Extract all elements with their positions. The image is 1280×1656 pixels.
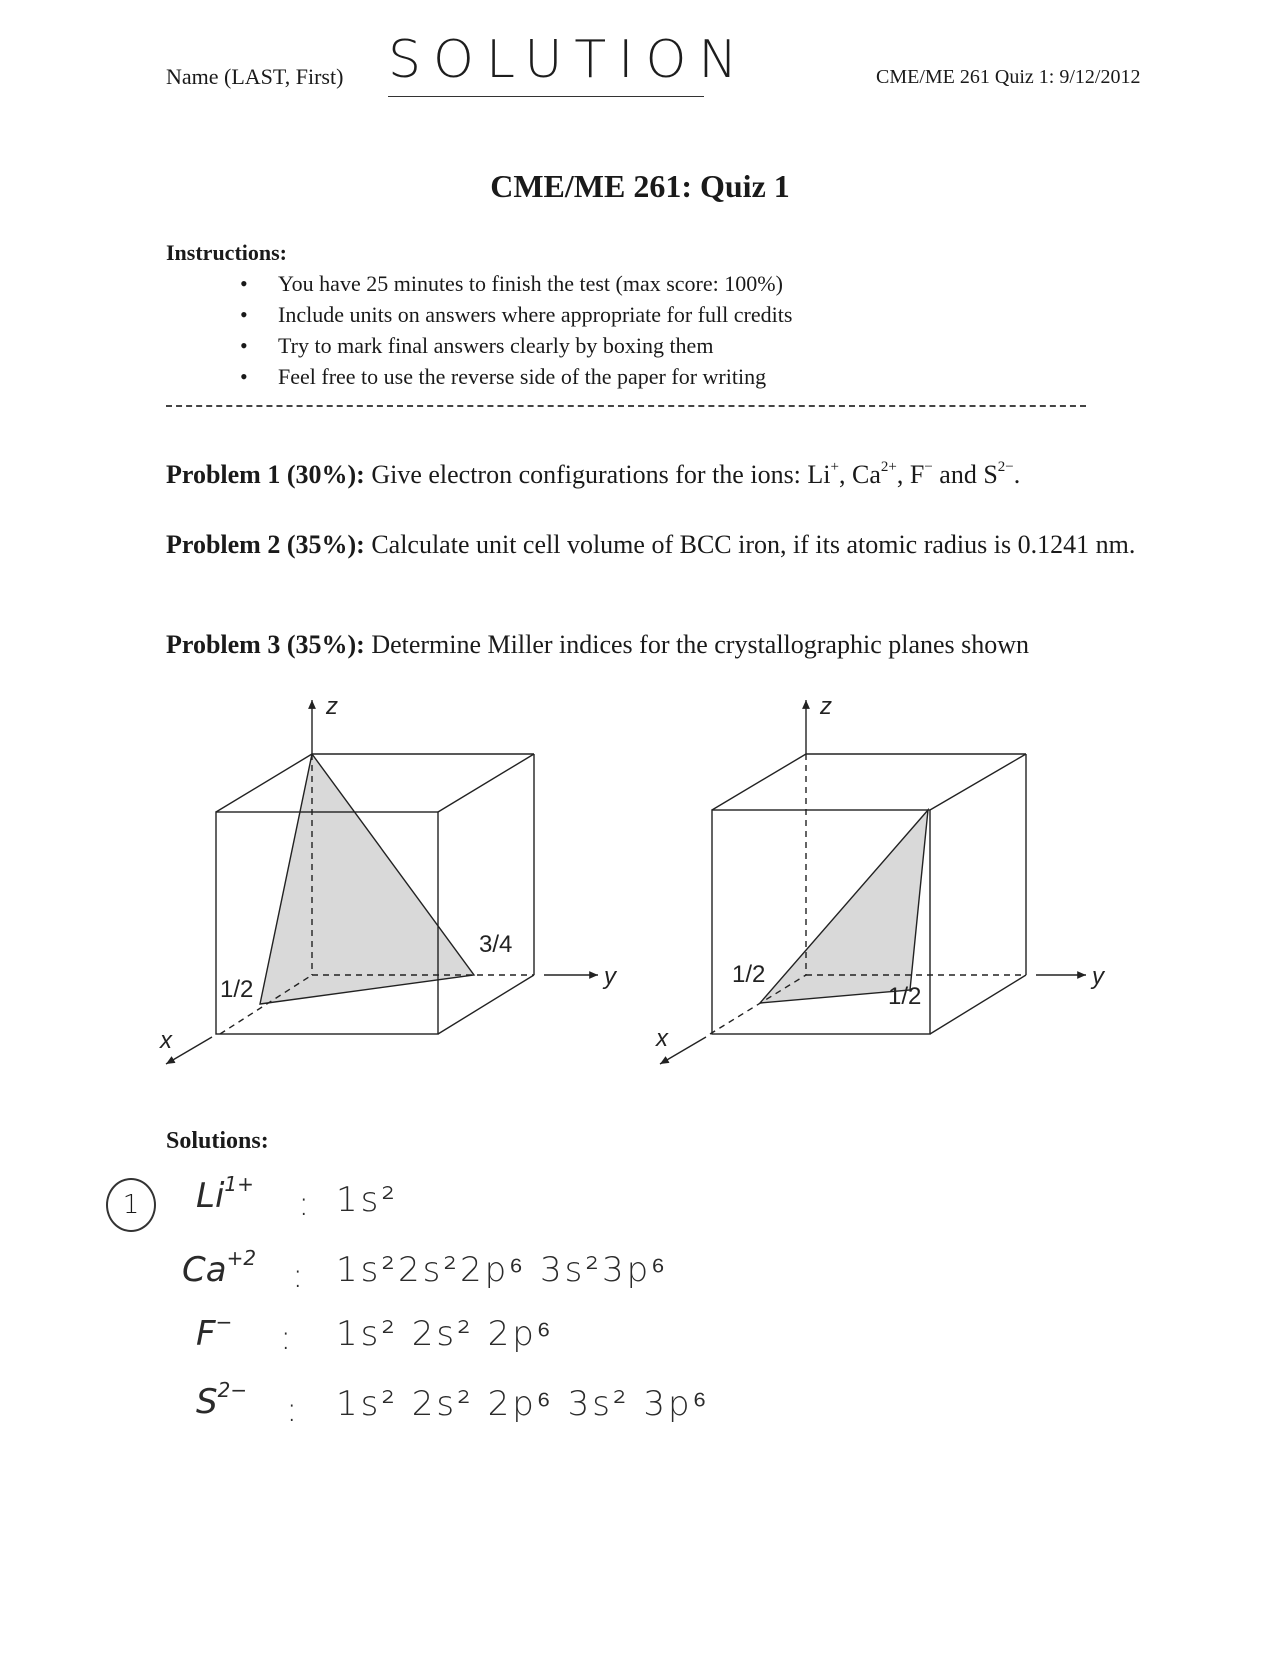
problem-number-circle — [106, 1178, 156, 1232]
ion-li-charge: + — [830, 459, 839, 476]
solution-row — [196, 1309, 233, 1354]
solution-ion: Ca — [182, 1250, 227, 1290]
ion-f: F — [909, 460, 925, 489]
problem-1-text: Give electron configurations for the ions: Li — [371, 460, 831, 489]
instruction-item: • Include units on answers where appropriate for full credits — [232, 299, 792, 330]
cube-2-z-label: z — [820, 693, 832, 720]
handwritten-name: SOLUTION — [388, 30, 750, 90]
cube-2-label-half-a: 1/2 — [732, 961, 766, 988]
solution-row — [196, 1377, 248, 1422]
instruction-item: • Feel free to use the reverse side of the paper for writing — [232, 361, 792, 392]
cube-1-label-half: 1/2 — [220, 976, 254, 1003]
page-title: CME/ME 261: Quiz 1 — [490, 168, 790, 204]
problem-3-label: Problem 3 (35%): — [166, 630, 365, 659]
cube-1-y-label: y — [604, 963, 616, 990]
solution-ion: Li — [196, 1176, 225, 1216]
solution-colon: : — [280, 1318, 292, 1358]
problem-1: Problem 1 (30%): Give electron configurations for the ions: Li+, $Ca^{2+}$, F− and $S^{2-}$. — [166, 459, 1021, 489]
problem-number: 1 — [122, 1190, 140, 1220]
instruction-item: • You have 25 minutes to finish the test (max score: 100%) — [232, 268, 792, 299]
ion-s: S — [983, 460, 998, 489]
and-text: and — [939, 460, 977, 489]
cube-1-z-label: z — [326, 693, 338, 720]
solution-ion: F — [196, 1314, 216, 1354]
cube-1 — [166, 700, 598, 1064]
solution-charge: 2− — [217, 1377, 248, 1402]
solution-config: 1s²2s²2p⁶ 3s²3p⁶ — [336, 1250, 669, 1290]
solution-config: 1s² — [336, 1180, 398, 1220]
cube-diagrams — [0, 680, 1280, 1080]
cube-2-y-label: y — [1092, 963, 1104, 990]
problem-2-label: Problem 2 (35%): — [166, 530, 365, 559]
cube-2-label-half-b: 1/2 — [888, 983, 922, 1010]
instructions-heading: Instructions: — [166, 240, 288, 265]
name-underline — [388, 96, 704, 97]
ion-s-charge: 2− — [997, 459, 1014, 476]
solution-colon: : — [298, 1184, 310, 1224]
plane-1 — [260, 754, 474, 1004]
solution-charge: +2 — [226, 1245, 257, 1270]
solution-charge: − — [215, 1309, 233, 1334]
problem-3-text: Determine Miller indices for the crystallographic planes shown — [371, 630, 1030, 659]
cube-2 — [660, 700, 1086, 1064]
problem-2 — [166, 528, 1166, 562]
course-date-header: CME/ME 261 Quiz 1: 9/12/2012 — [876, 66, 1141, 88]
solution-config: 1s² 2s² 2p⁶ — [336, 1314, 554, 1354]
solution-colon: : — [292, 1256, 304, 1296]
solution-row — [182, 1245, 257, 1290]
cube-1-label-three-quarter: 3/4 — [479, 931, 513, 958]
problem-2-text: Calculate unit cell volume of BCC iron, if its atomic radius is 0.1241 nm. — [371, 530, 1136, 559]
plane-2 — [760, 810, 928, 1003]
solution-colon: : — [286, 1390, 298, 1430]
instruction-item: • Try to mark final answers clearly by boxing them — [232, 330, 792, 361]
ion-ca-charge: 2+ — [880, 459, 897, 476]
instructions-list — [232, 268, 792, 392]
solution-config: 1s² 2s² 2p⁶ 3s² 3p⁶ — [336, 1384, 710, 1424]
cube-1-x-label: x — [160, 1027, 172, 1054]
solutions-heading: Solutions: — [166, 1128, 269, 1154]
solution-row — [196, 1171, 254, 1216]
problem-3 — [166, 628, 1166, 662]
solution-charge: 1+ — [224, 1171, 254, 1196]
dashed-divider — [166, 405, 1086, 407]
name-label: Name (LAST, First) — [166, 64, 344, 89]
problem-1-label: Problem 1 (30%): — [166, 460, 365, 489]
cube-2-x-label: x — [656, 1025, 668, 1052]
solution-ion: S — [196, 1382, 218, 1422]
ion-f-charge: − — [924, 459, 933, 476]
ion-ca: Ca — [851, 460, 881, 489]
